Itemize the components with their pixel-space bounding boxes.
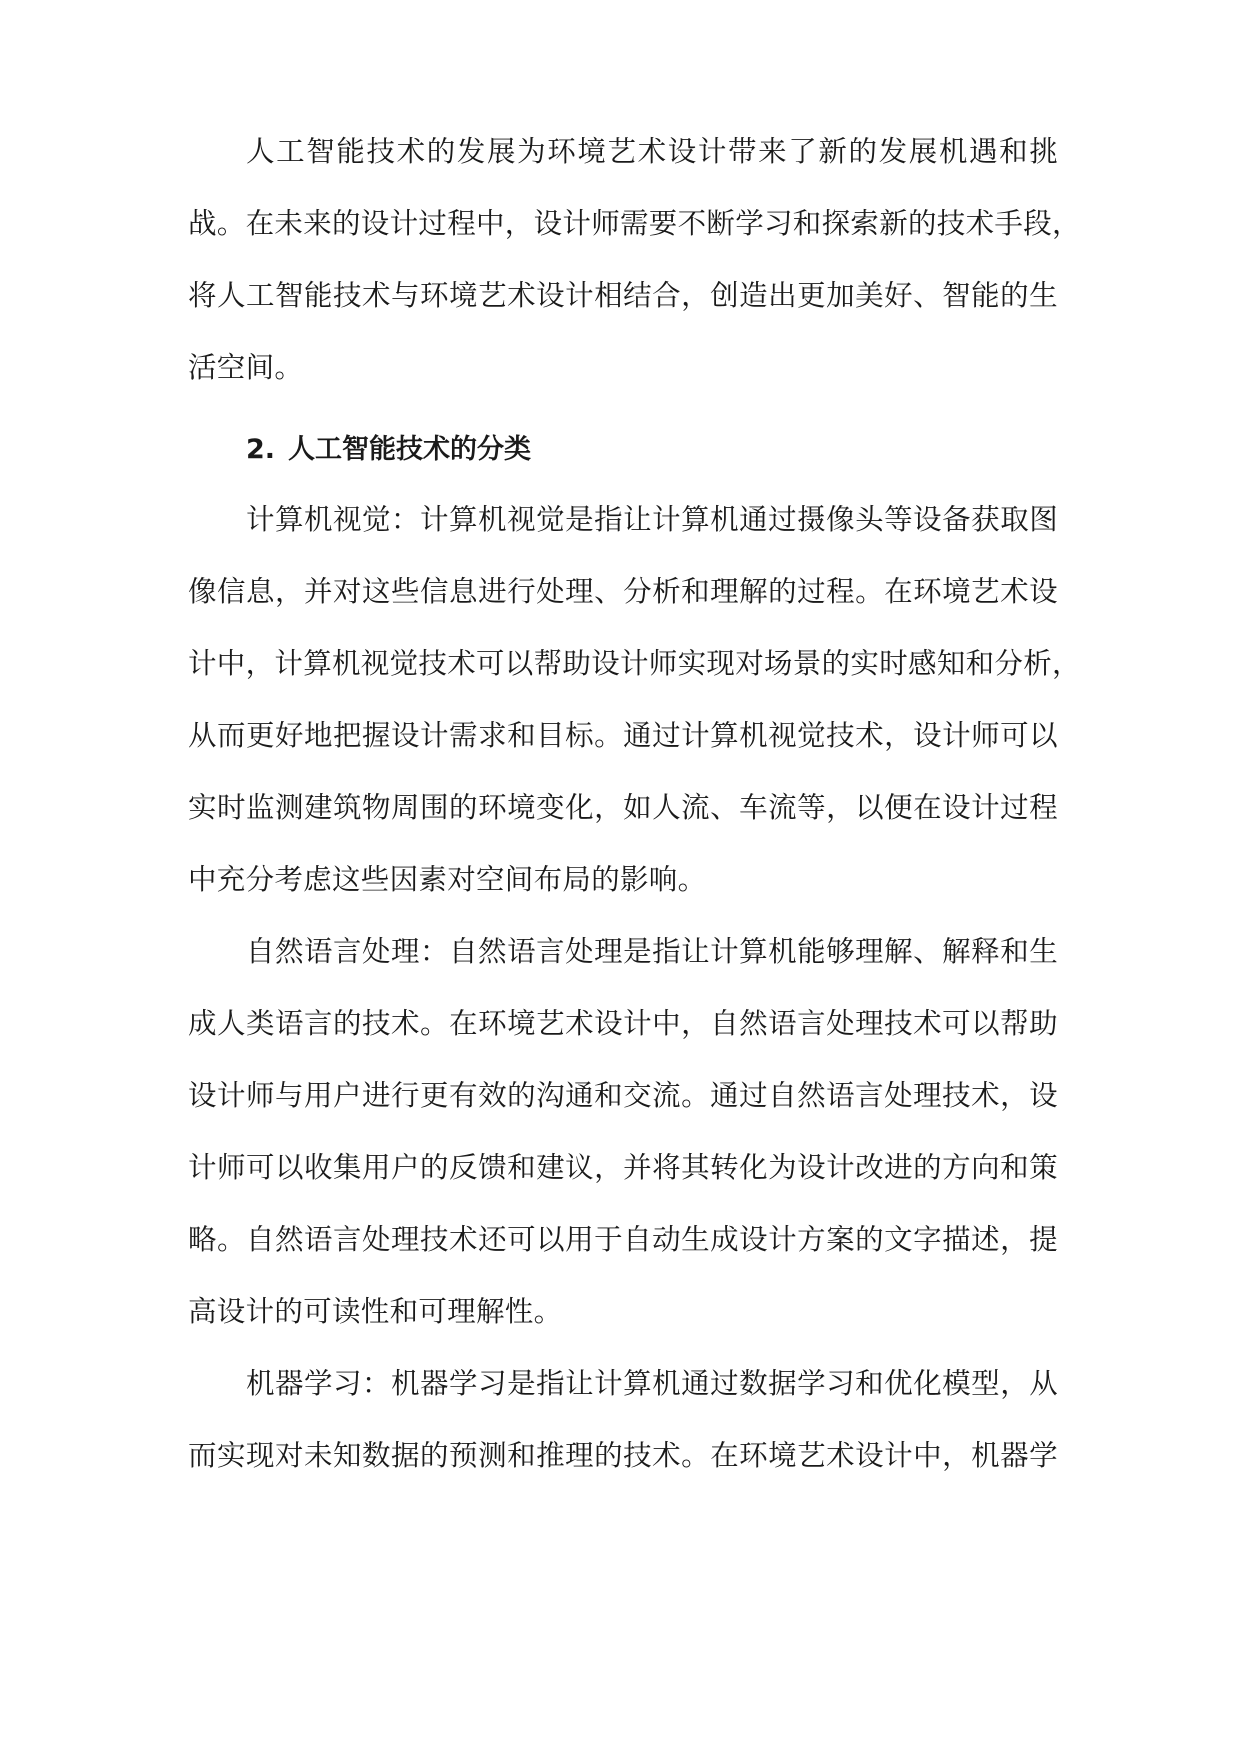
text-line: 计师可以收集用户的反馈和建议，并将其转化为设计改进的方向和策 [188, 1151, 1058, 1184]
text-line: 人工智能技术的发展为环境艺术设计带来了新的发展机遇和挑 [246, 135, 1058, 168]
text-line: 机器学习：机器学习是指让计算机通过数据学习和优化模型，从 [246, 1367, 1058, 1400]
text-line: 中充分考虑这些因素对空间布局的影响。 [188, 863, 707, 896]
section-title: 人工智能技术的分类 [288, 434, 531, 465]
text-line: 成人类语言的技术。在环境艺术设计中，自然语言处理技术可以帮助 [188, 1007, 1058, 1040]
text-line: 自然语言处理：自然语言处理是指让计算机能够理解、解释和生 [246, 935, 1058, 968]
text-line: 高设计的可读性和可理解性。 [188, 1295, 563, 1328]
text-line: 从而更好地把握设计需求和目标。通过计算机视觉技术，设计师可以 [188, 719, 1058, 752]
text-line: 将人工智能技术与环境艺术设计相结合，创造出更加美好、智能的生 [188, 279, 1058, 312]
text-line: 实时监测建筑物周围的环境变化，如人流、车流等，以便在设计过程 [188, 791, 1058, 824]
section-number: 2. [246, 434, 276, 465]
text-line: 略。自然语言处理技术还可以用于自动生成设计方案的文字描述，提 [188, 1223, 1058, 1256]
text-line: 而实现对未知数据的预测和推理的技术。在环境艺术设计中，机器学 [188, 1439, 1058, 1472]
text-line: 设计师与用户进行更有效的沟通和交流。通过自然语言处理技术，设 [188, 1079, 1058, 1112]
text-line: 像信息，并对这些信息进行处理、分析和理解的过程。在环境艺术设 [188, 575, 1058, 608]
text-line: 战。在未来的设计过程中，设计师需要不断学习和探索新的技术手段， [188, 207, 1081, 240]
section-heading [246, 430, 531, 470]
text-line: 活空间。 [188, 351, 304, 384]
text-line: 计算机视觉：计算机视觉是指让计算机通过摄像头等设备获取图 [246, 503, 1058, 536]
text-line: 计中，计算机视觉技术可以帮助设计师实现对场景的实时感知和分析， [188, 647, 1081, 680]
